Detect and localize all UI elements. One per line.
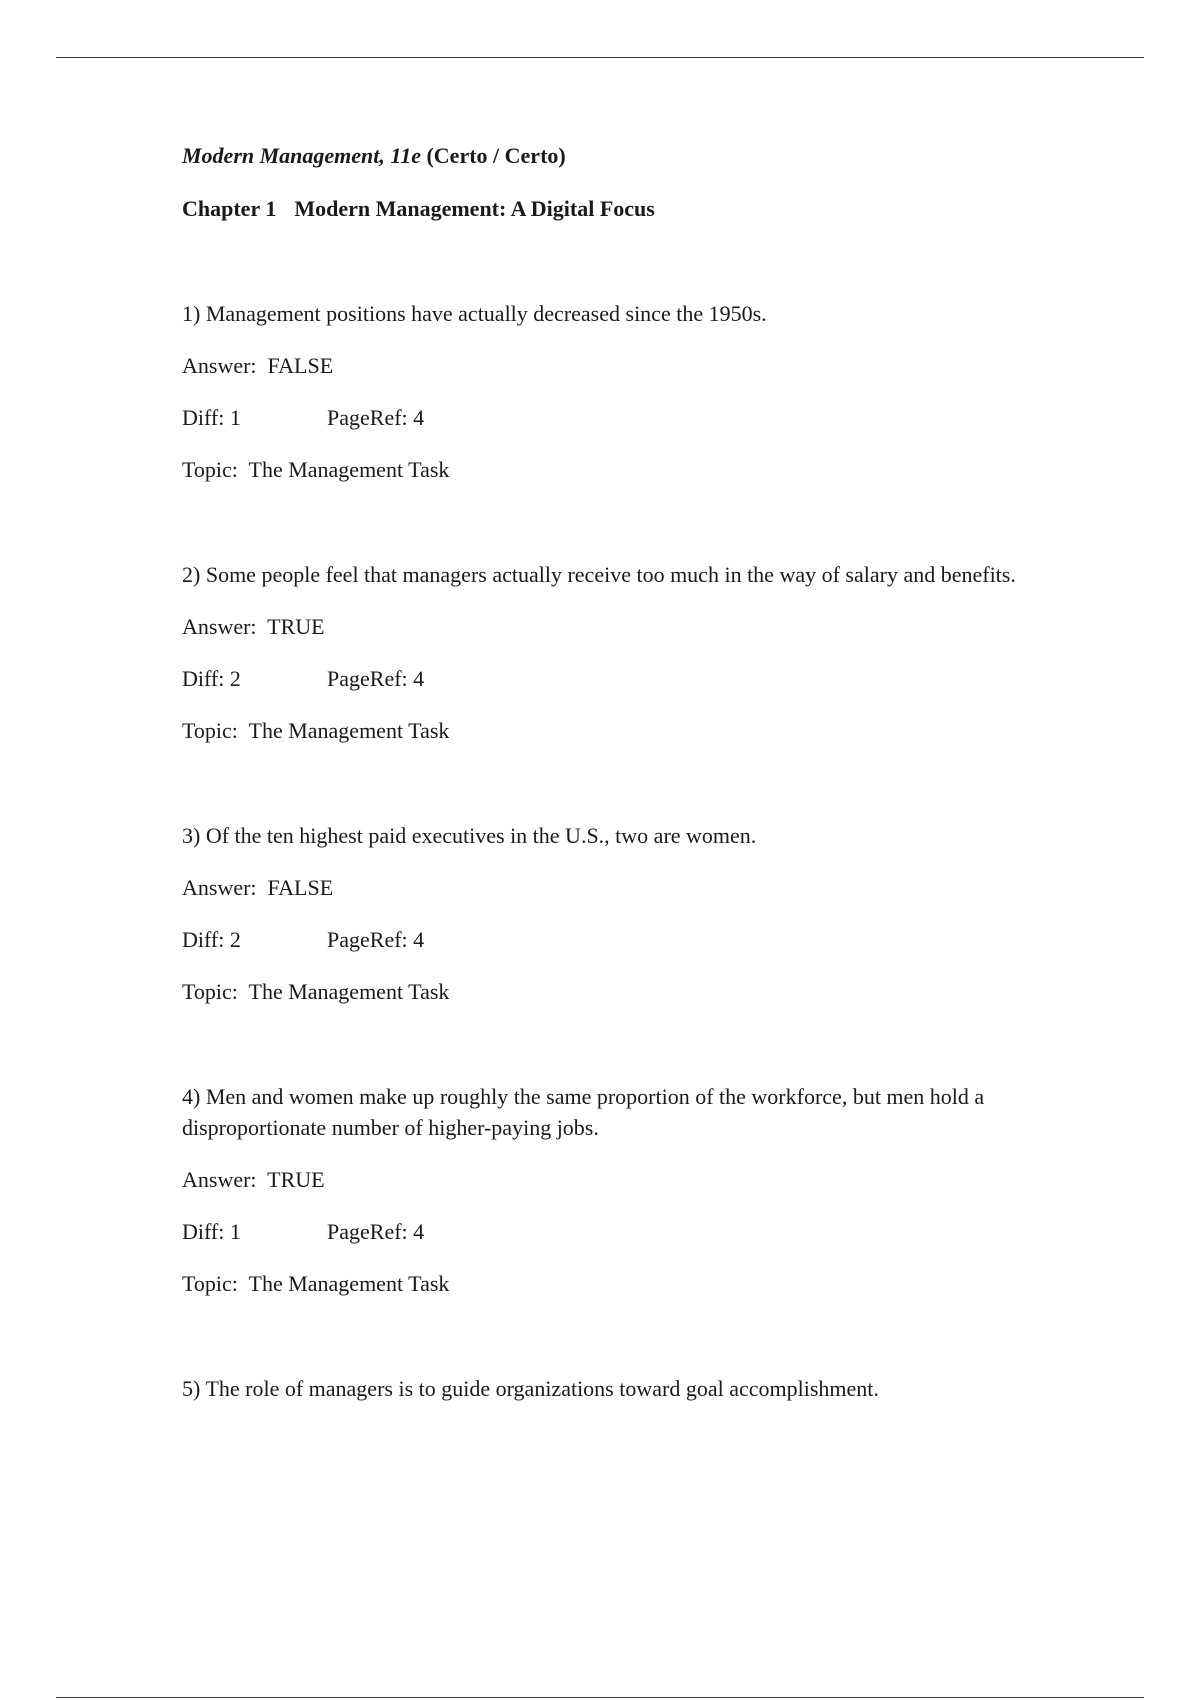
topic-label: Topic: — [182, 457, 238, 482]
answer-value: TRUE — [267, 1167, 325, 1192]
diff-pageref-line — [182, 663, 1062, 694]
topic-value: The Management Task — [248, 1271, 450, 1296]
question-number: 1) — [182, 301, 201, 326]
diff-pageref-line — [182, 924, 1062, 955]
topic-line — [182, 1268, 1062, 1299]
topic-line — [182, 715, 1062, 746]
pageref-value: 4 — [413, 666, 425, 691]
diff-value: 2 — [229, 666, 241, 691]
document-body — [182, 140, 1062, 1404]
answer-line — [182, 872, 1062, 903]
answer-label: Answer: — [182, 614, 257, 639]
diff-pageref-line — [182, 402, 1062, 433]
topic-value: The Management Task — [248, 979, 450, 1004]
chapter-heading — [182, 193, 1062, 224]
pageref-label: PageRef: — [327, 405, 408, 430]
pageref-label: PageRef: — [327, 927, 408, 952]
question-4 — [182, 1081, 1062, 1299]
answer-value: FALSE — [267, 353, 334, 378]
topic-label: Topic: — [182, 979, 238, 1004]
chapter-label: Chapter 1 — [182, 196, 277, 221]
answer-label: Answer: — [182, 1167, 257, 1192]
question-body: The role of managers is to guide organizations toward goal accomplishment. — [205, 1376, 879, 1401]
diff-pageref-line — [182, 1216, 1062, 1247]
question-text — [182, 298, 1062, 329]
question-body: Of the ten highest paid executives in the U.S., two are women. — [205, 823, 757, 848]
topic-value: The Management Task — [248, 718, 450, 743]
topic-label: Topic: — [182, 1271, 238, 1296]
question-body: Management positions have actually decreased since the 1950s. — [205, 301, 767, 326]
question-body: Men and women make up roughly the same proportion of the workforce, but men hold a disproportionate number of higher-paying jobs. — [182, 1084, 985, 1140]
book-heading — [182, 140, 1062, 171]
pageref-value: 4 — [413, 927, 425, 952]
answer-value: TRUE — [267, 614, 325, 639]
question-number: 5) — [182, 1376, 201, 1401]
answer-label: Answer: — [182, 875, 257, 900]
topic-value: The Management Task — [248, 457, 450, 482]
question-text — [182, 820, 1062, 851]
bottom-rule — [56, 1697, 1144, 1698]
book-authors: (Certo / Certo) — [426, 143, 566, 168]
answer-label: Answer: — [182, 353, 257, 378]
question-number: 4) — [182, 1084, 201, 1109]
question-text — [182, 1373, 1062, 1404]
topic-line — [182, 976, 1062, 1007]
pageref-value: 4 — [413, 1219, 425, 1244]
answer-line — [182, 611, 1062, 642]
diff-label: Diff: — [182, 405, 225, 430]
answer-line — [182, 1164, 1062, 1195]
question-2 — [182, 559, 1062, 746]
diff-value: 2 — [229, 927, 241, 952]
top-rule — [56, 57, 1144, 58]
question-text — [182, 1081, 1062, 1143]
diff-label: Diff: — [182, 927, 225, 952]
question-3 — [182, 820, 1062, 1007]
question-number: 2) — [182, 562, 201, 587]
answer-line — [182, 350, 1062, 381]
topic-line — [182, 454, 1062, 485]
pageref-label: PageRef: — [327, 1219, 408, 1244]
question-text — [182, 559, 1062, 590]
answer-value: FALSE — [267, 875, 334, 900]
diff-label: Diff: — [182, 1219, 225, 1244]
pageref-label: PageRef: — [327, 666, 408, 691]
diff-value: 1 — [229, 405, 241, 430]
diff-value: 1 — [229, 1219, 241, 1244]
pageref-value: 4 — [413, 405, 425, 430]
question-body: Some people feel that managers actually receive too much in the way of salary and benefits. — [205, 562, 1016, 587]
question-number: 3) — [182, 823, 201, 848]
question-5 — [182, 1373, 1062, 1404]
question-1 — [182, 298, 1062, 485]
book-title: Modern Management, 11e — [182, 143, 421, 168]
diff-label: Diff: — [182, 666, 225, 691]
chapter-title: Modern Management: A Digital Focus — [294, 196, 655, 221]
topic-label: Topic: — [182, 718, 238, 743]
